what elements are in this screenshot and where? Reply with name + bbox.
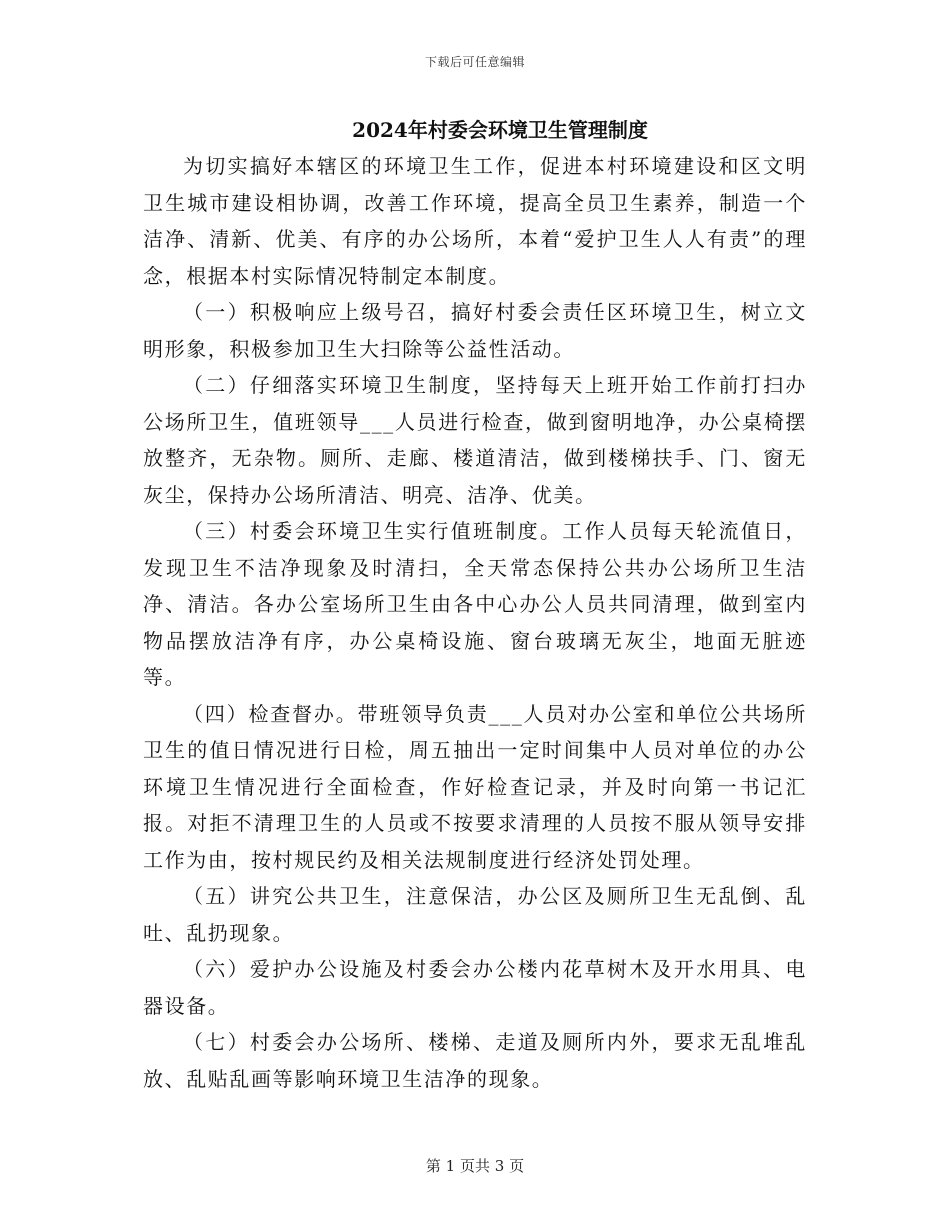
document-body <box>143 148 807 1097</box>
page-footer: 第 1 页共 3 页 <box>425 1157 525 1175</box>
paragraph-item-3: （三）村委会环境卫生实行值班制度。工作人员每天轮流值日，发现卫生不洁净现象及时清扫，全天常态保持公共办公场所卫生洁净、清洁。各办公室场所卫生由各中心办公人员共同清理，做到室内物品摆放洁净有序，办公桌椅设施、窗台玻璃无灰尘，地面无脏迹等。 <box>143 519 807 689</box>
header-note: 下载后可任意编辑 <box>424 55 525 69</box>
paragraph-intro: 为切实搞好本辖区的环境卫生工作，促进本村环境建设和区文明卫生城市建设相协调，改善工作环境，提高全员卫生素养，制造一个洁净、清新、优美、有序的办公场所，本着“爱护卫生人人有责”的理念，根据本村实际情况特制定本制度。 <box>143 154 807 288</box>
paragraph-item-7: （七）村委会办公场所、楼梯、走道及厕所内外，要求无乱堆乱放、乱贴乱画等影响环境卫生洁净的现象。 <box>143 1030 807 1091</box>
paragraph-item-6: （六）爱护办公设施及村委会办公楼内花草树木及开水用具、电器设备。 <box>143 957 807 1018</box>
paragraph-item-4: （四）检查督办。带班领导负责___人员对办公室和单位公共场所卫生的值日情况进行日检，周五抽出一定时间集中人员对单位的办公环境卫生情况进行全面检查，作好检查记录，并及时向第一书记汇报。对拒不清理卫生的人员或不按要求清理的人员按不服从领导安排工作为由，按村规民约及相关法规制度进行经济处罚处理。 <box>143 701 807 872</box>
document-title: 2024年村委会环境卫生管理制度 <box>352 118 648 142</box>
paragraph-item-1: （一）积极响应上级号召，搞好村委会责任区环境卫生，树立文明形象，积极参加卫生大扫除等公益性活动。 <box>143 300 807 361</box>
paragraph-item-2: （二）仔细落实环境卫生制度，坚持每天上班开始工作前打扫办公场所卫生，值班领导___人员进行检查，做到窗明地净，办公桌椅摆放整齐，无杂物。厕所、走廊、楼道清洁，做到楼梯扶手、门、窗无灰尘，保持办公场所清洁、明亮、洁净、优美。 <box>143 373 807 507</box>
paragraph-item-5: （五）讲究公共卫生，注意保洁，办公区及厕所卫生无乱倒、乱吐、乱扔现象。 <box>143 884 807 945</box>
